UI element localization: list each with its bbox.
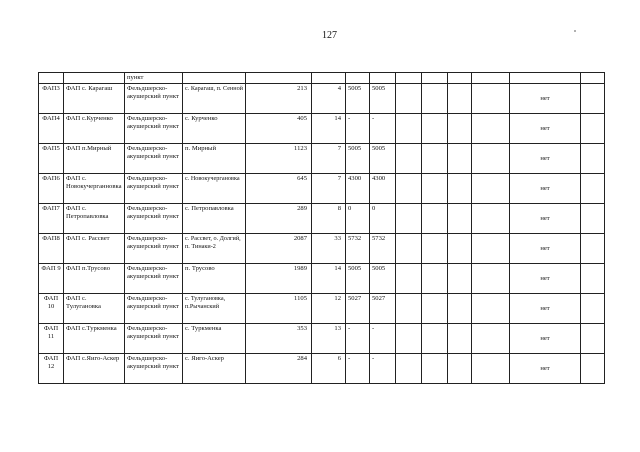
continuation-cell: пункт	[125, 73, 183, 84]
cell	[422, 234, 448, 264]
cell	[396, 354, 422, 384]
facility-type-cell: Фельдшерско-акушерский пункт	[125, 84, 183, 114]
scan-speck	[574, 30, 576, 32]
value-2-cell: 5027	[370, 294, 396, 324]
facility-name-cell: ФАП п.Трусово	[64, 264, 125, 294]
table-body	[39, 73, 605, 384]
facility-type-cell: Фельдшерско-акушерский пункт	[125, 324, 183, 354]
facility-type-cell: Фельдшерско-акушерский пункт	[125, 234, 183, 264]
cell	[472, 264, 510, 294]
cell	[448, 204, 472, 234]
cell	[581, 114, 605, 144]
facility-type-cell: Фельдшерско-акушерский пункт	[125, 144, 183, 174]
cell	[581, 73, 605, 84]
cell	[422, 114, 448, 144]
distance-cell: 7	[312, 174, 346, 204]
population-cell: 284	[246, 354, 312, 384]
facility-name-cell: ФАП с. Тулугановка	[64, 294, 125, 324]
indicator-cell: нет	[510, 324, 581, 354]
cell	[448, 144, 472, 174]
cell	[396, 204, 422, 234]
facility-code-cell: ФАП3	[39, 84, 64, 114]
table-row	[39, 174, 605, 204]
cell	[396, 73, 422, 84]
facility-code-cell: ФАП 9	[39, 264, 64, 294]
value-2-cell: 4300	[370, 174, 396, 204]
facility-location-cell: с. Тулугановка, п.Рычанский	[183, 294, 246, 324]
facility-location-cell: с. Карагаш, п. Сенной	[183, 84, 246, 114]
facility-location-cell: п. Мирный	[183, 144, 246, 174]
table-row	[39, 84, 605, 114]
cell	[581, 264, 605, 294]
facility-name-cell: ФАП с. Новокучерганновка	[64, 174, 125, 204]
cell	[581, 144, 605, 174]
facility-name-cell: ФАП с. Рассвет	[64, 234, 125, 264]
facility-name-cell: ФАП с. Карагаш	[64, 84, 125, 114]
facility-table	[38, 72, 605, 384]
cell	[396, 294, 422, 324]
indicator-cell: нет	[510, 84, 581, 114]
population-cell: 405	[246, 114, 312, 144]
value-2-cell: 5005	[370, 84, 396, 114]
facility-type-cell: Фельдшерско-акушерский пункт	[125, 174, 183, 204]
value-1-cell: -	[346, 354, 370, 384]
cell	[448, 73, 472, 84]
cell	[448, 114, 472, 144]
facility-code-cell: ФАП 12	[39, 354, 64, 384]
cell	[422, 294, 448, 324]
indicator-cell: нет	[510, 354, 581, 384]
value-2-cell: -	[370, 354, 396, 384]
value-2-cell: 5005	[370, 144, 396, 174]
distance-cell: 6	[312, 354, 346, 384]
facility-type-cell: Фельдшерско-акушерский пункт	[125, 294, 183, 324]
table-row	[39, 294, 605, 324]
facility-location-cell: с. Петропавловка	[183, 204, 246, 234]
population-cell: 289	[246, 204, 312, 234]
value-1-cell: 5732	[346, 234, 370, 264]
facility-code-cell: ФАП 11	[39, 324, 64, 354]
value-1-cell: 4300	[346, 174, 370, 204]
cell	[448, 354, 472, 384]
value-1-cell: -	[346, 324, 370, 354]
cell	[472, 73, 510, 84]
facility-location-cell: с. Рассвет, о. Долгий, п. Тинаки-2	[183, 234, 246, 264]
cell	[396, 174, 422, 204]
indicator-cell: нет	[510, 294, 581, 324]
value-2-cell: 5732	[370, 234, 396, 264]
cell	[396, 324, 422, 354]
facility-location-cell: с. Курченко	[183, 114, 246, 144]
cell	[422, 354, 448, 384]
facility-code-cell: ФАП8	[39, 234, 64, 264]
table-row	[39, 114, 605, 144]
distance-cell: 7	[312, 144, 346, 174]
cell	[448, 174, 472, 204]
cell	[64, 73, 125, 84]
cell	[422, 73, 448, 84]
value-1-cell: 5005	[346, 84, 370, 114]
population-cell: 2087	[246, 234, 312, 264]
cell	[472, 114, 510, 144]
population-cell: 1123	[246, 144, 312, 174]
cell	[396, 84, 422, 114]
cell	[448, 264, 472, 294]
facility-name-cell: ФАП с. Петропавловка	[64, 204, 125, 234]
cell	[472, 234, 510, 264]
continuation-row	[39, 73, 605, 84]
facility-code-cell: ФАП4	[39, 114, 64, 144]
facility-location-cell: с. Новокучергановка	[183, 174, 246, 204]
cell	[472, 174, 510, 204]
population-cell: 645	[246, 174, 312, 204]
cell	[448, 294, 472, 324]
value-2-cell: 0	[370, 204, 396, 234]
facility-code-cell: ФАП6	[39, 174, 64, 204]
cell	[422, 84, 448, 114]
indicator-cell: нет	[510, 204, 581, 234]
facility-location-cell: с. Туркменка	[183, 324, 246, 354]
value-2-cell: -	[370, 114, 396, 144]
cell	[346, 73, 370, 84]
population-cell: 213	[246, 84, 312, 114]
cell	[422, 204, 448, 234]
table-row	[39, 204, 605, 234]
cell	[448, 84, 472, 114]
cell	[472, 324, 510, 354]
facility-type-cell: Фельдшерско-акушерский пункт	[125, 204, 183, 234]
cell	[448, 324, 472, 354]
cell	[472, 204, 510, 234]
cell	[581, 234, 605, 264]
distance-cell: 8	[312, 204, 346, 234]
population-cell: 1105	[246, 294, 312, 324]
facility-location-cell: с. Яиго-Аскер	[183, 354, 246, 384]
cell	[510, 73, 581, 84]
value-2-cell: -	[370, 324, 396, 354]
facility-table-wrapper	[38, 72, 605, 384]
table-row	[39, 354, 605, 384]
table-row	[39, 264, 605, 294]
cell	[422, 264, 448, 294]
facility-name-cell: ФАП с.Курченко	[64, 114, 125, 144]
value-1-cell: 5005	[346, 144, 370, 174]
distance-cell: 13	[312, 324, 346, 354]
cell	[581, 294, 605, 324]
cell	[396, 264, 422, 294]
cell	[581, 174, 605, 204]
cell	[472, 294, 510, 324]
cell	[581, 204, 605, 234]
value-2-cell: 5005	[370, 264, 396, 294]
table-row	[39, 324, 605, 354]
facility-name-cell: ФАП с.Яиго-Аскер	[64, 354, 125, 384]
value-1-cell: -	[346, 114, 370, 144]
cell	[422, 144, 448, 174]
cell	[422, 324, 448, 354]
indicator-cell: нет	[510, 264, 581, 294]
cell	[312, 73, 346, 84]
value-1-cell: 0	[346, 204, 370, 234]
cell	[183, 73, 246, 84]
facility-name-cell: ФАП с.Туркменка	[64, 324, 125, 354]
cell	[246, 73, 312, 84]
population-cell: 1989	[246, 264, 312, 294]
facility-location-cell: п. Трусово	[183, 264, 246, 294]
cell	[472, 144, 510, 174]
value-1-cell: 5027	[346, 294, 370, 324]
distance-cell: 14	[312, 114, 346, 144]
cell	[396, 144, 422, 174]
indicator-cell: нет	[510, 114, 581, 144]
indicator-cell: нет	[510, 144, 581, 174]
indicator-cell: нет	[510, 234, 581, 264]
cell	[581, 324, 605, 354]
table-row	[39, 144, 605, 174]
facility-code-cell: ФАП5	[39, 144, 64, 174]
facility-code-cell: ФАП 10	[39, 294, 64, 324]
cell	[370, 73, 396, 84]
facility-type-cell: Фельдшерско-акушерский пункт	[125, 354, 183, 384]
cell	[472, 84, 510, 114]
cell	[396, 234, 422, 264]
cell	[396, 114, 422, 144]
cell	[448, 234, 472, 264]
cell	[581, 84, 605, 114]
facility-type-cell: Фельдшерско-акушерский пункт	[125, 114, 183, 144]
facility-code-cell: ФАП7	[39, 204, 64, 234]
value-1-cell: 5005	[346, 264, 370, 294]
distance-cell: 12	[312, 294, 346, 324]
page-number: 127	[322, 30, 337, 41]
distance-cell: 33	[312, 234, 346, 264]
cell	[472, 354, 510, 384]
distance-cell: 14	[312, 264, 346, 294]
cell	[422, 174, 448, 204]
distance-cell: 4	[312, 84, 346, 114]
facility-type-cell: Фельдшерско-акушерский пункт	[125, 264, 183, 294]
facility-name-cell: ФАП п.Мирный	[64, 144, 125, 174]
population-cell: 353	[246, 324, 312, 354]
table-row	[39, 234, 605, 264]
cell	[581, 354, 605, 384]
indicator-cell: нет	[510, 174, 581, 204]
cell	[39, 73, 64, 84]
